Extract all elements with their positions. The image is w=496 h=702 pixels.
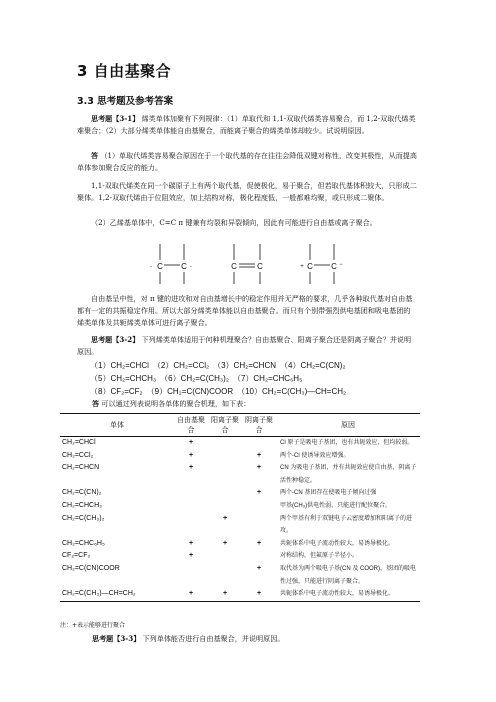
monomer-cell: CH₂=CHCH₃ bbox=[62, 501, 102, 509]
answer-text: 可以通过列表说明各单体的聚合机理，如下表： bbox=[101, 399, 251, 408]
table-row bbox=[60, 588, 420, 601]
anionic-cell bbox=[242, 437, 276, 450]
chapter-title: 3 自由基聚合 bbox=[77, 62, 172, 80]
radical-cell bbox=[174, 487, 208, 500]
radical-dot: · bbox=[149, 262, 153, 271]
radical-cell: + bbox=[188, 439, 194, 446]
carbon-atom: C bbox=[157, 262, 163, 271]
reason-cell: CN 为吸电子基团，并有共轭效应使自由基、阴离子活性种稳定。 bbox=[280, 465, 417, 484]
question-3-1 bbox=[77, 113, 417, 137]
reason-cell: 对称结构，但氟原子半径小。 bbox=[280, 553, 359, 560]
cationic-cell bbox=[208, 487, 242, 500]
monomer-list-line: （8）CF₂=CF₂ （9）CH₂=C(CN)COOR （10）CH₂=C(CH₃)—CH=CH₂ bbox=[90, 387, 347, 396]
cationic-cell bbox=[208, 500, 242, 513]
cationic-cell bbox=[208, 563, 242, 588]
reason-cell: 共轭体系中电子流动性较大，易诱导极化。 bbox=[276, 588, 420, 601]
monomer-cell: CH₂=C(CH₃)₂ bbox=[62, 514, 105, 522]
answer-3-1-part4: 自由基呈中性，对 π 键的进攻和对自由基增长中的稳定作用并无严格的要求，几乎各种取代基对自由基都有一定的共振稳定作用。所以大部分烯类单体能以自由基聚合。而只有个别带强烈供电基团和吸电基团的烯类单体及共轭烯类单体可进行离子聚合。 bbox=[77, 294, 413, 328]
carbon-atom: C bbox=[257, 262, 263, 271]
table-row bbox=[60, 462, 420, 487]
monomer-list-line: （1）CH₂=CHCl （2）CH₂=CCl₂ （3）CH₂=CHCN （4）CH₂=C(CN)₂ bbox=[90, 361, 346, 370]
radical-cell: + bbox=[174, 588, 208, 601]
question-text: 下列单体能否进行自由基聚合，并说明原因。 bbox=[142, 634, 285, 643]
anionic-cell: + bbox=[256, 539, 262, 547]
cationic-cell: + bbox=[208, 588, 242, 601]
section-title: 3.3 思考题及参考答案 bbox=[77, 96, 174, 107]
header-cationic: 阳离子聚合 bbox=[208, 414, 242, 437]
table-row bbox=[60, 513, 420, 538]
anion-sign: − bbox=[339, 262, 343, 268]
monomer-cell: CH₂=C(CN)₂ bbox=[62, 489, 102, 497]
header-monomer: 单体 bbox=[60, 414, 174, 437]
monomer-cell: CH₂=CHCl bbox=[62, 439, 96, 446]
question-3-2 bbox=[77, 334, 417, 358]
cationic-cell: + bbox=[222, 539, 228, 547]
carbon-atom: C bbox=[231, 262, 237, 271]
anionic-cell: + bbox=[256, 564, 262, 572]
table-header-row bbox=[60, 414, 420, 437]
carbon-atom: C bbox=[331, 262, 337, 271]
header-reason: 原因 bbox=[276, 414, 420, 437]
cationic-cell bbox=[208, 462, 242, 487]
question-text: 下列烯类单体适用于何种机理聚合？自由基聚合、阳离子聚合还是阴离子聚合？并说明原因。 bbox=[77, 335, 412, 357]
cation-sign: + bbox=[300, 264, 304, 270]
header-radical: 自由基聚合 bbox=[174, 414, 208, 437]
radical-dot: · bbox=[189, 262, 193, 271]
cationic-cell: + bbox=[222, 514, 228, 522]
monomer-cell: CH₂=CCl₂ bbox=[62, 451, 94, 459]
reason-cell: 共轭体系中电子流动性较大，易诱导极化。 bbox=[280, 540, 395, 547]
answer-3-2-intro bbox=[92, 398, 432, 410]
table-row bbox=[60, 487, 420, 500]
monomer-cell: CH₂=CHC₆H₅ bbox=[62, 539, 105, 547]
cationic-cell bbox=[208, 450, 242, 463]
reason-cell: 两个甲基有利于双键电子云密度增加和阳离子的进攻。 bbox=[280, 515, 413, 535]
monomer-cell: CF₂=CF₂ bbox=[62, 552, 91, 560]
radical-cell bbox=[174, 500, 208, 513]
table-row bbox=[60, 563, 420, 588]
radical-cell bbox=[174, 563, 208, 588]
table-row bbox=[60, 538, 420, 551]
cationic-cell bbox=[208, 550, 242, 563]
monomer-list-line: （5）CH₂=CHCH₃ （6）CH₂=C(CH₃)₂ （7）CH₂=CHC₆H₅ bbox=[90, 374, 303, 383]
monomer-cell: CH₂=CHCN bbox=[62, 464, 100, 472]
reason-cell: 两个-CN 基团存在使吸电子倾向过强 bbox=[280, 490, 377, 497]
table-row bbox=[60, 437, 420, 450]
reason-cell: 两个-Cl 使诱导效应增强。 bbox=[280, 452, 350, 459]
anionic-cell: + bbox=[256, 451, 262, 459]
answer-label: 答 bbox=[92, 399, 100, 408]
radical-cell: + bbox=[188, 464, 194, 472]
question-text: 烯类单体加聚有下列规律：（1）单取代和 1,1-双取代烯类容易聚合，而 1,2-双取代烯类难聚合；（2）大部分烯类单体能自由基聚合，而能离子聚合的烯类单体却较少。试说明原因。 bbox=[77, 114, 416, 136]
question-label: 思考题【3-2】 bbox=[91, 335, 140, 344]
question-label: 思考题【3-3】 bbox=[92, 634, 141, 643]
anionic-cell: + bbox=[242, 588, 276, 601]
question-label: 思考题【3-1】 bbox=[91, 114, 140, 123]
radical-cell: + bbox=[188, 451, 194, 459]
question-3-3 bbox=[92, 634, 284, 644]
cationic-cell bbox=[208, 437, 242, 450]
monomer-cell: CH₂=C(CH₃)—CH=CH₂ bbox=[60, 588, 174, 601]
answer-3-1-part3: （2）乙烯基单体中，C=C π 键兼有均裂和异裂倾向，因此有可能进行自由基或离子聚合。 bbox=[91, 218, 377, 227]
table-note: 注：+表示能够进行聚合 bbox=[60, 622, 126, 629]
table-row bbox=[60, 500, 420, 513]
radical-cell bbox=[174, 513, 208, 538]
answer-label: 答 bbox=[91, 151, 99, 160]
carbon-atom: C bbox=[307, 262, 313, 271]
anionic-cell bbox=[242, 500, 276, 513]
answer-3-1-part2: 1,1-双取代烯类在同一个碳原子上有两个取代基，促使极化，易于聚合，但若取代基体积较大，只形成二聚体。1,2-双取代烯由于位阻效应，加上结构对称，极化程度低，一般都难均聚，或只形成二聚体。 bbox=[77, 181, 417, 203]
carbon-atom: C bbox=[181, 262, 187, 271]
anionic-cell: + bbox=[256, 489, 262, 497]
bond-cleavage-diagram bbox=[148, 240, 348, 288]
answer-text: （1）单取代烯类容易聚合原因在于一个取代基的存在往往会降低双键对称性，改变其极性，从而提高单体参加聚合反应的能力。 bbox=[77, 151, 417, 173]
anionic-cell: + bbox=[256, 464, 262, 472]
anionic-cell bbox=[242, 513, 276, 538]
header-anionic: 阴离子聚合 bbox=[242, 414, 276, 437]
anionic-cell bbox=[242, 550, 276, 563]
table-row bbox=[60, 550, 420, 563]
radical-cell: + bbox=[188, 539, 194, 547]
reason-cell: 甲基(CH₃)供电性弱，只能进行配位聚合。 bbox=[280, 502, 392, 509]
reason-cell: 取代基为两个吸电子基(CN 及 COOR)，基团的吸电性过强，只能进行阴离子聚合。 bbox=[280, 565, 416, 585]
monomer-mechanism-table bbox=[60, 413, 420, 602]
table-row bbox=[60, 450, 420, 463]
monomer-cell: CH₂=C(CN)COOR bbox=[62, 564, 120, 572]
radical-cell: + bbox=[188, 552, 194, 560]
reason-cell: Cl 原子是吸电子基团，也有共轭效应，但均较弱。 bbox=[280, 440, 414, 446]
answer-3-1-part1 bbox=[77, 150, 417, 174]
